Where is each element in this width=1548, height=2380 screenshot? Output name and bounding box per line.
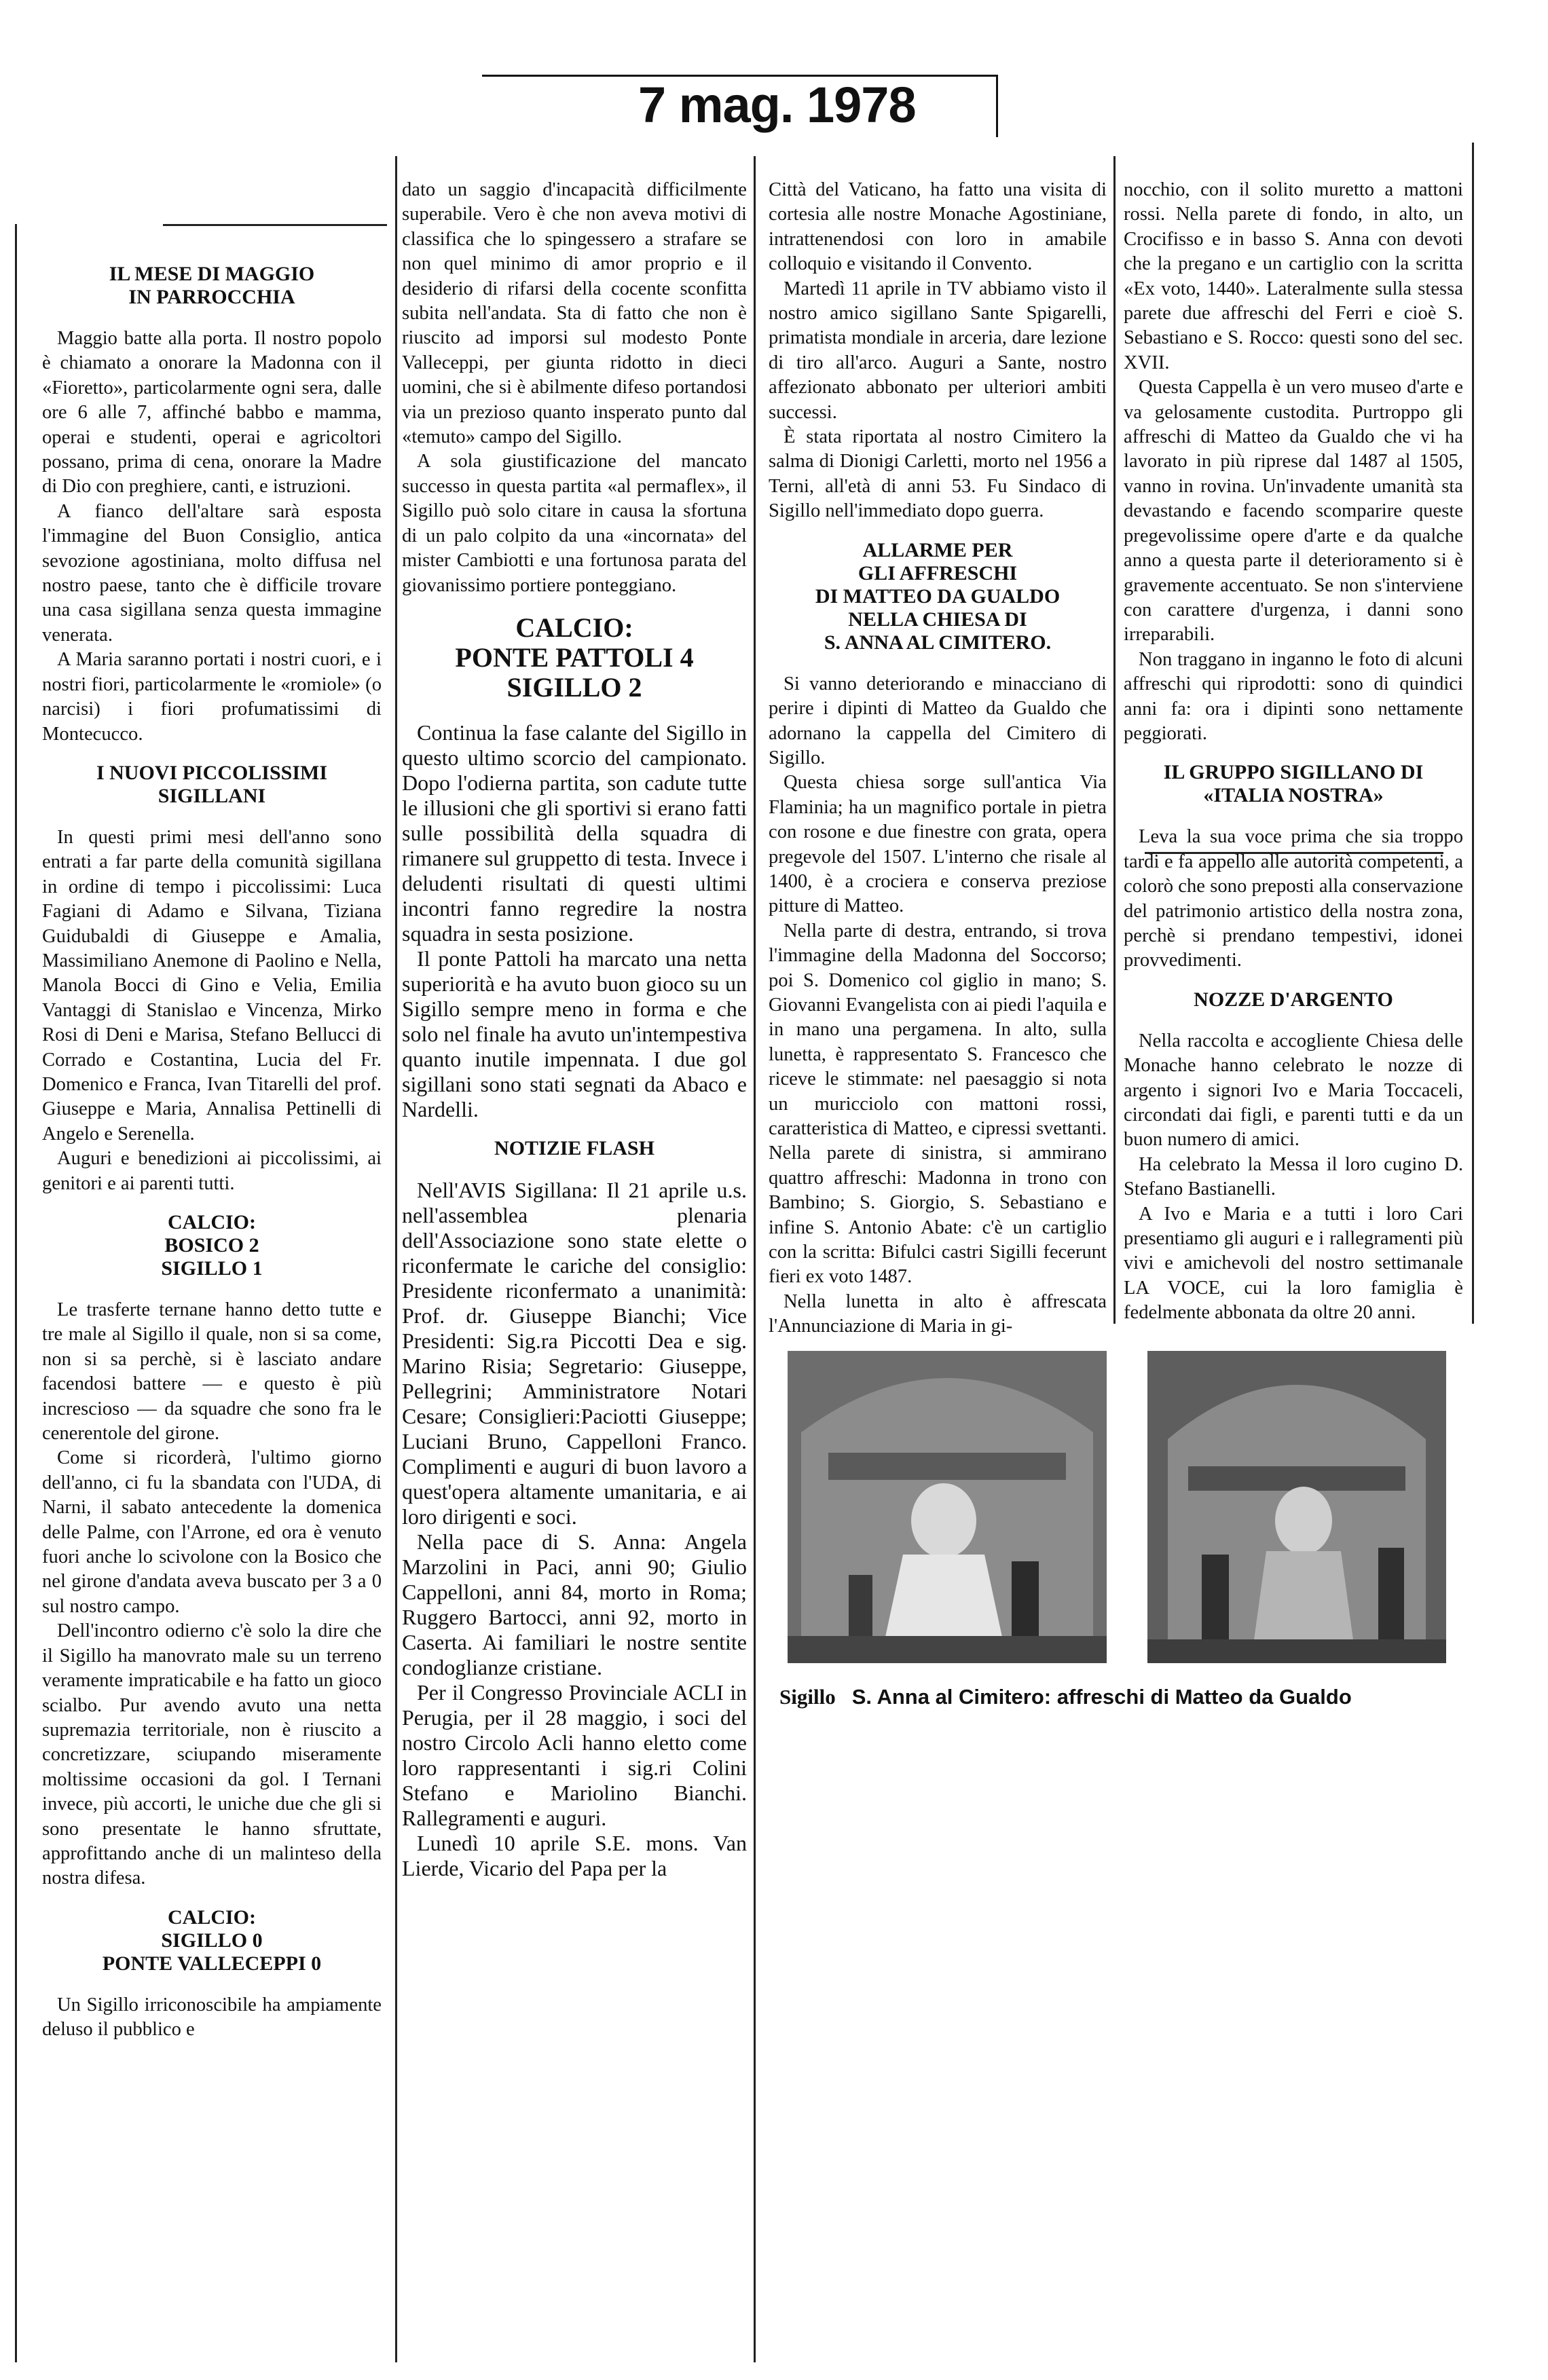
column-rule [1113, 156, 1116, 1324]
paragraph: dato un saggio d'incapacità difficilmente superabile. Vero è che non aveva motivi di classifica che lo spingessero a strafare se non quel minimo di amor proprio e il desiderio di rifarsi della cocente sconfitta subita nell'andata. Sta di fatto che non è riuscito ad imporsi sul modesto Ponte Valleceppi, per giunta ridotto in dieci uomini, che si è abilmente difeso portandosi via un prezioso quanto insperato punto dal «temuto» campo del Sigillo. [402, 179, 747, 448]
column-4 [1124, 178, 1463, 1326]
paragraph: Nell'AVIS Sigillana: Il 21 aprile u.s. nell'assemblea plenaria dell'Associazione sono state elette o riconfermate le cariche del consiglio: Presidente riconfermato a unanimità: Prof. dr. Giuseppe Bianchi; Vice Presidenti: Sig.ra Piccotti Dea e sig. Marino Risia; Segretario: Giuseppe, Pellegrini; Amministratore Notari Cesare; Consiglieri:Paciotti Giuseppe; Luciani Bruno, Cappelloni Franco. Complimenti e auguri di buon lavoro a quest'opera altamente umanitaria, e ai loro dirigenti e soci. [402, 1177, 747, 1529]
paragraph: Nella lunetta in alto è affrescata l'Annunciazione di Maria in gi- [769, 1290, 1107, 1337]
column-1 [42, 248, 382, 2043]
paragraph: Per il Congresso Provinciale ACLI in Perugia, per il 28 maggio, i soci del nostro Circolo Acli hanno eletto come loro rappresentanti i sig.ri Colini Stefano e Mariolino Bianchi. Rallegramenti e auguri. [402, 1679, 747, 1830]
article-heading: CALCIO: PONTE PATTOLI 4 SIGILLO 2 [455, 612, 694, 703]
paragraph: Le trasferte ternane hanno detto tutte e tre male al Sigillo il quale, non si sa come, non si sa perchè, si è lasciato andare facendosi battere — e questo è più increscioso — da squadre che sono fra le cenerentole del girone. [42, 1299, 382, 1445]
paragraph: Non traggano in inganno le foto di alcuni affreschi qui riprodotti: sono di quindici anni fa: ora i dipinti sono nettamente peggiorati. [1124, 648, 1463, 744]
paragraph: A Maria saranno portati i nostri cuori, e i nostri fiori, particolarmente le «romiole» (o narcisi) i fiori profumatissimi di Montecucco. [42, 649, 382, 745]
column-rule [1472, 143, 1474, 1324]
section-rule [163, 224, 387, 226]
paragraph: Questa Cappella è un vero museo d'arte e va gelosamente custodita. Purtroppo gli affreschi di Matteo da Gualdo che vi ha lavorato in più riprese dal 1487 al 1505, vanno in rovina. Un'invadente umanità sta devastando e facendo scomparire queste pregevolissime opere d'arte e da qualche anno a questa parte il deterioramento si è gravemente accentuato. Se non s'interviene con carattere d'urgenza, i danni sono irreparabili. [1124, 377, 1463, 646]
paragraph: Si vanno deteriorando e minacciano di perire i dipinti di Matteo da Gualdo che adornano la cappella del Cimitero di Sigillo. [769, 673, 1107, 768]
paragraph: A fianco dell'altare sarà esposta l'immagine del Buon Consiglio, antica sevozione agostiniana, molto diffusa nel nostro paese, tanto che è difficile trovare una casa sigillana senza questa immagine venerata. [42, 500, 382, 646]
article-heading: IL GRUPPO SIGILLANO DI «ITALIA NOSTRA» [1163, 761, 1424, 807]
page-date: 7 mag. 1978 [638, 77, 916, 133]
column-rule [15, 224, 17, 2362]
paragraph: Nella raccolta e accogliente Chiesa delle Monache hanno celebrato le nozze di argento i signori Ivo e Maria Toccaceli, circondati dai figli, e parenti tutti e da un buon numero di amici. [1124, 1030, 1463, 1151]
paragraph: Dell'incontro odierno c'è solo la dire che il Sigillo ha manovrato male su un terreno veramente impraticabile e ha fatto un gioco scialbo. Pur avendo avuto una netta supremazia territoriale, non è riuscito a concretizzare, sciupando miseramente moltissime occasioni da gol. I Ternani invece, più accorti, le uniche due che gli si sono presentate le hanno sfruttate, approfittando anche di un malinteso della nostra difesa. [42, 1620, 382, 1889]
paragraph: Continua la fase calante del Sigillo in questo ultimo scorcio del campionato. Dopo l'odierna partita, son cadute tutte le illusioni che gli sportivi si erano fatti sulle possibilità della squadra di rimanere sul gruppetto di testa. Invece i deludenti risultati di questi ultimi incontri fanno regredire la nostra squadra in sesta posizione. [402, 720, 747, 946]
article-heading: I NUOVI PICCOLISSIMI SIGILLANI [96, 761, 328, 807]
paragraph: È stata riportata al nostro Cimitero la salma di Dionigi Carletti, morto nel 1956 a Terni, all'età di anni 53. Fu Sindaco di Sigillo nell'immediato dopo guerra. [769, 426, 1107, 522]
paragraph: Ha celebrato la Messa il loro cugino D. Stefano Bastianelli. [1124, 1153, 1463, 1200]
paragraph: A Ivo e Maria e a tutti i loro Cari presentiamo gli auguri e i rallegramenti più vivi e amichevoli del nostro settimanale LA VOCE, cui la loro famiglia è fedelmente abbonata da oltre 20 anni. [1124, 1203, 1463, 1324]
paragraph: In questi primi mesi dell'anno sono entrati a far parte della comunità sigillana in ordine di tempo i piccolissimi: Luca Fagiani di Adamo e Silvana, Tiziana Guidubaldi di Giuseppe e Amalia, Massimiliano Anemone di Paolino e Nella, Manola Bocci di Gino e Velia, Emilia Vantaggi di Stanislao e Vincenza, Mirko Rosi di Deni e Marisa, Stefano Bellucci di Corrado e Costantina, Lucia del Fr. Domenico e Franca, Ivan Titarelli del prof. Giuseppe e Maria, Annalisa Pettinelli di Angelo e Serenella. [42, 826, 382, 1145]
paragraph: Nella pace di S. Anna: Angela Marzolini in Paci, anni 90; Giulio Cappelloni, anni 84, morto in Roma; Ruggero Bartocci, anni 92, morto in Caserta. Ai familiari le nostre sentite condoglianze cristiane. [402, 1529, 747, 1679]
paragraph: Nella parte di destra, entrando, si trova l'immagine della Madonna del Soccorso; poi S. Domenico col giglio in mano; S. Giovanni Evangelista con ai piedi l'aquila e in mano una pergamena. In alto, sulla lunetta, è rappresentato S. Francesco che riceve le stimmate: nel paesaggio si nota un muricciolo con mattoni rossi, caratteristica di Matteo, e cipressi svettanti. Nella parete di sinistra, si ammirano quattro affreschi: Madonna in trono con Bambino; S. Giorgio, S. Sebastiano e infine S. Antonio Abate: c'è un cartiglio con la scritta: Bifulci castri Sigilli fecerunt fieri ex voto 1487. [769, 920, 1107, 1288]
article-heading: CALCIO: BOSICO 2 SIGILLO 1 [161, 1211, 263, 1280]
paragraph: nocchio, con il solito muretto a mattoni rossi. Nella parete di fondo, in alto, un Crocifisso e in basso S. Anna con devoti che la pregano e un cartiglio con la scritta «Ex voto, 1440». Lateralmente sulla stessa parete due affreschi del Ferri e cioè S. Sebastiano e S. Rocco: questi sono del sec. XVII. [1124, 179, 1463, 373]
column-rule [754, 156, 756, 2362]
paragraph: Come si ricorderà, l'ultimo giorno dell'anno, ci fu la sbandata con l'UDA, di Narni, il sabato antecedente la domenica delle Palme, con l'Arrone, ed ora è venuto fuori anche lo scivolone con la Bosico che nel girone d'andata aveva buscato per 3 a 0 sul nostro campo. [42, 1447, 382, 1617]
column-3 [769, 178, 1107, 1339]
continued-text [402, 178, 747, 598]
paragraph: Questa chiesa sorge sull'antica Via Flaminia; ha un magnifico portale in pietra con rosone e due finestre con grata, opera pregevole del 1507. L'interno che risale al 1400, è a crociera e conserva preziose pitture di Matteo. [769, 772, 1107, 917]
column-rule [395, 156, 397, 2362]
paragraph: Martedì 11 aprile in TV abbiamo visto il nostro amico sigillano Sante Spigarelli, primatista mondiale in arceria, dare lezione di tiro all'arco. Auguri a Sante, nostro affezionato abbonato per ulteriori ambiti successi. [769, 278, 1107, 423]
paragraph: Il ponte Pattoli ha marcato una netta superiorità e ha avuto buon gioco su un Sigillo sempre meno in forma e che solo nel finale ha avuto un'intempestiva quanto inutile impennata. I due gol sigillani sono stati segnati da Abaco e Nardelli. [402, 946, 747, 1121]
article-heading: CALCIO: SIGILLO 0 PONTE VALLECEPPI 0 [102, 1905, 322, 1975]
paragraph: Auguri e benedizioni ai piccolissimi, ai genitori e ai parenti tutti. [42, 1148, 382, 1194]
paragraph: Leva la sua voce prima che sia troppo tardi e fa appello alle autorità competenti, a colorò che sono preposti alla conservazione del patrimonio artistico della nostra zona, perchè si prendano tempestivi, idonei provvedimenti. [1124, 826, 1463, 971]
paragraph: A sola giustificazione del mancato successo in questa partita «al permaflex», il Sigillo può solo citare in causa la sfortuna di un palo colpito da una «incornata» del mister Cambiotti e una fortunosa parata del giovanissimo portiere ponteggiano. [402, 451, 747, 596]
article-heading: ALLARME PER GLI AFFRESCHI DI MATTEO DA GUALDO NELLA CHIESA DI S. ANNA AL CIMITERO. [815, 538, 1061, 654]
paragraph: Maggio batte alla porta. Il nostro popolo è chiamato a onorare la Madonna con il «Fioretto», particolarmente ogni sera, dalle ore 6 alle 7, affinché babbo e mamma, operai e studenti, operai e agricoltori possano, prima di cena, onorare la Madre di Dio con preghiere, canti, e istruzioni. [42, 328, 382, 498]
paragraph: Città del Vaticano, ha fatto una visita di cortesia alle nostre Monache Agostiniane, intrattenendosi con loro in amabile colloquio e visitando il Convento. [769, 179, 1107, 275]
paragraph: Un Sigillo irriconoscibile ha ampiamente deluso il pubblico e [42, 1994, 382, 2041]
column-2 [402, 178, 747, 1881]
fresco-photo-left [788, 1351, 1107, 1663]
article-heading: NOZZE D'ARGENTO [1194, 988, 1393, 1011]
article-heading: NOTIZIE FLASH [494, 1136, 655, 1159]
article-heading: IL MESE DI MAGGIO IN PARROCCHIA [109, 263, 315, 308]
fresco-photo-right [1147, 1351, 1446, 1663]
photo-caption: Sigillo S. Anna al Cimitero: affreschi di Matteo da Gualdo [779, 1685, 1352, 1709]
paragraph: Lunedì 10 aprile S.E. mons. Van Lierde, Vicario del Papa per la [402, 1830, 747, 1880]
